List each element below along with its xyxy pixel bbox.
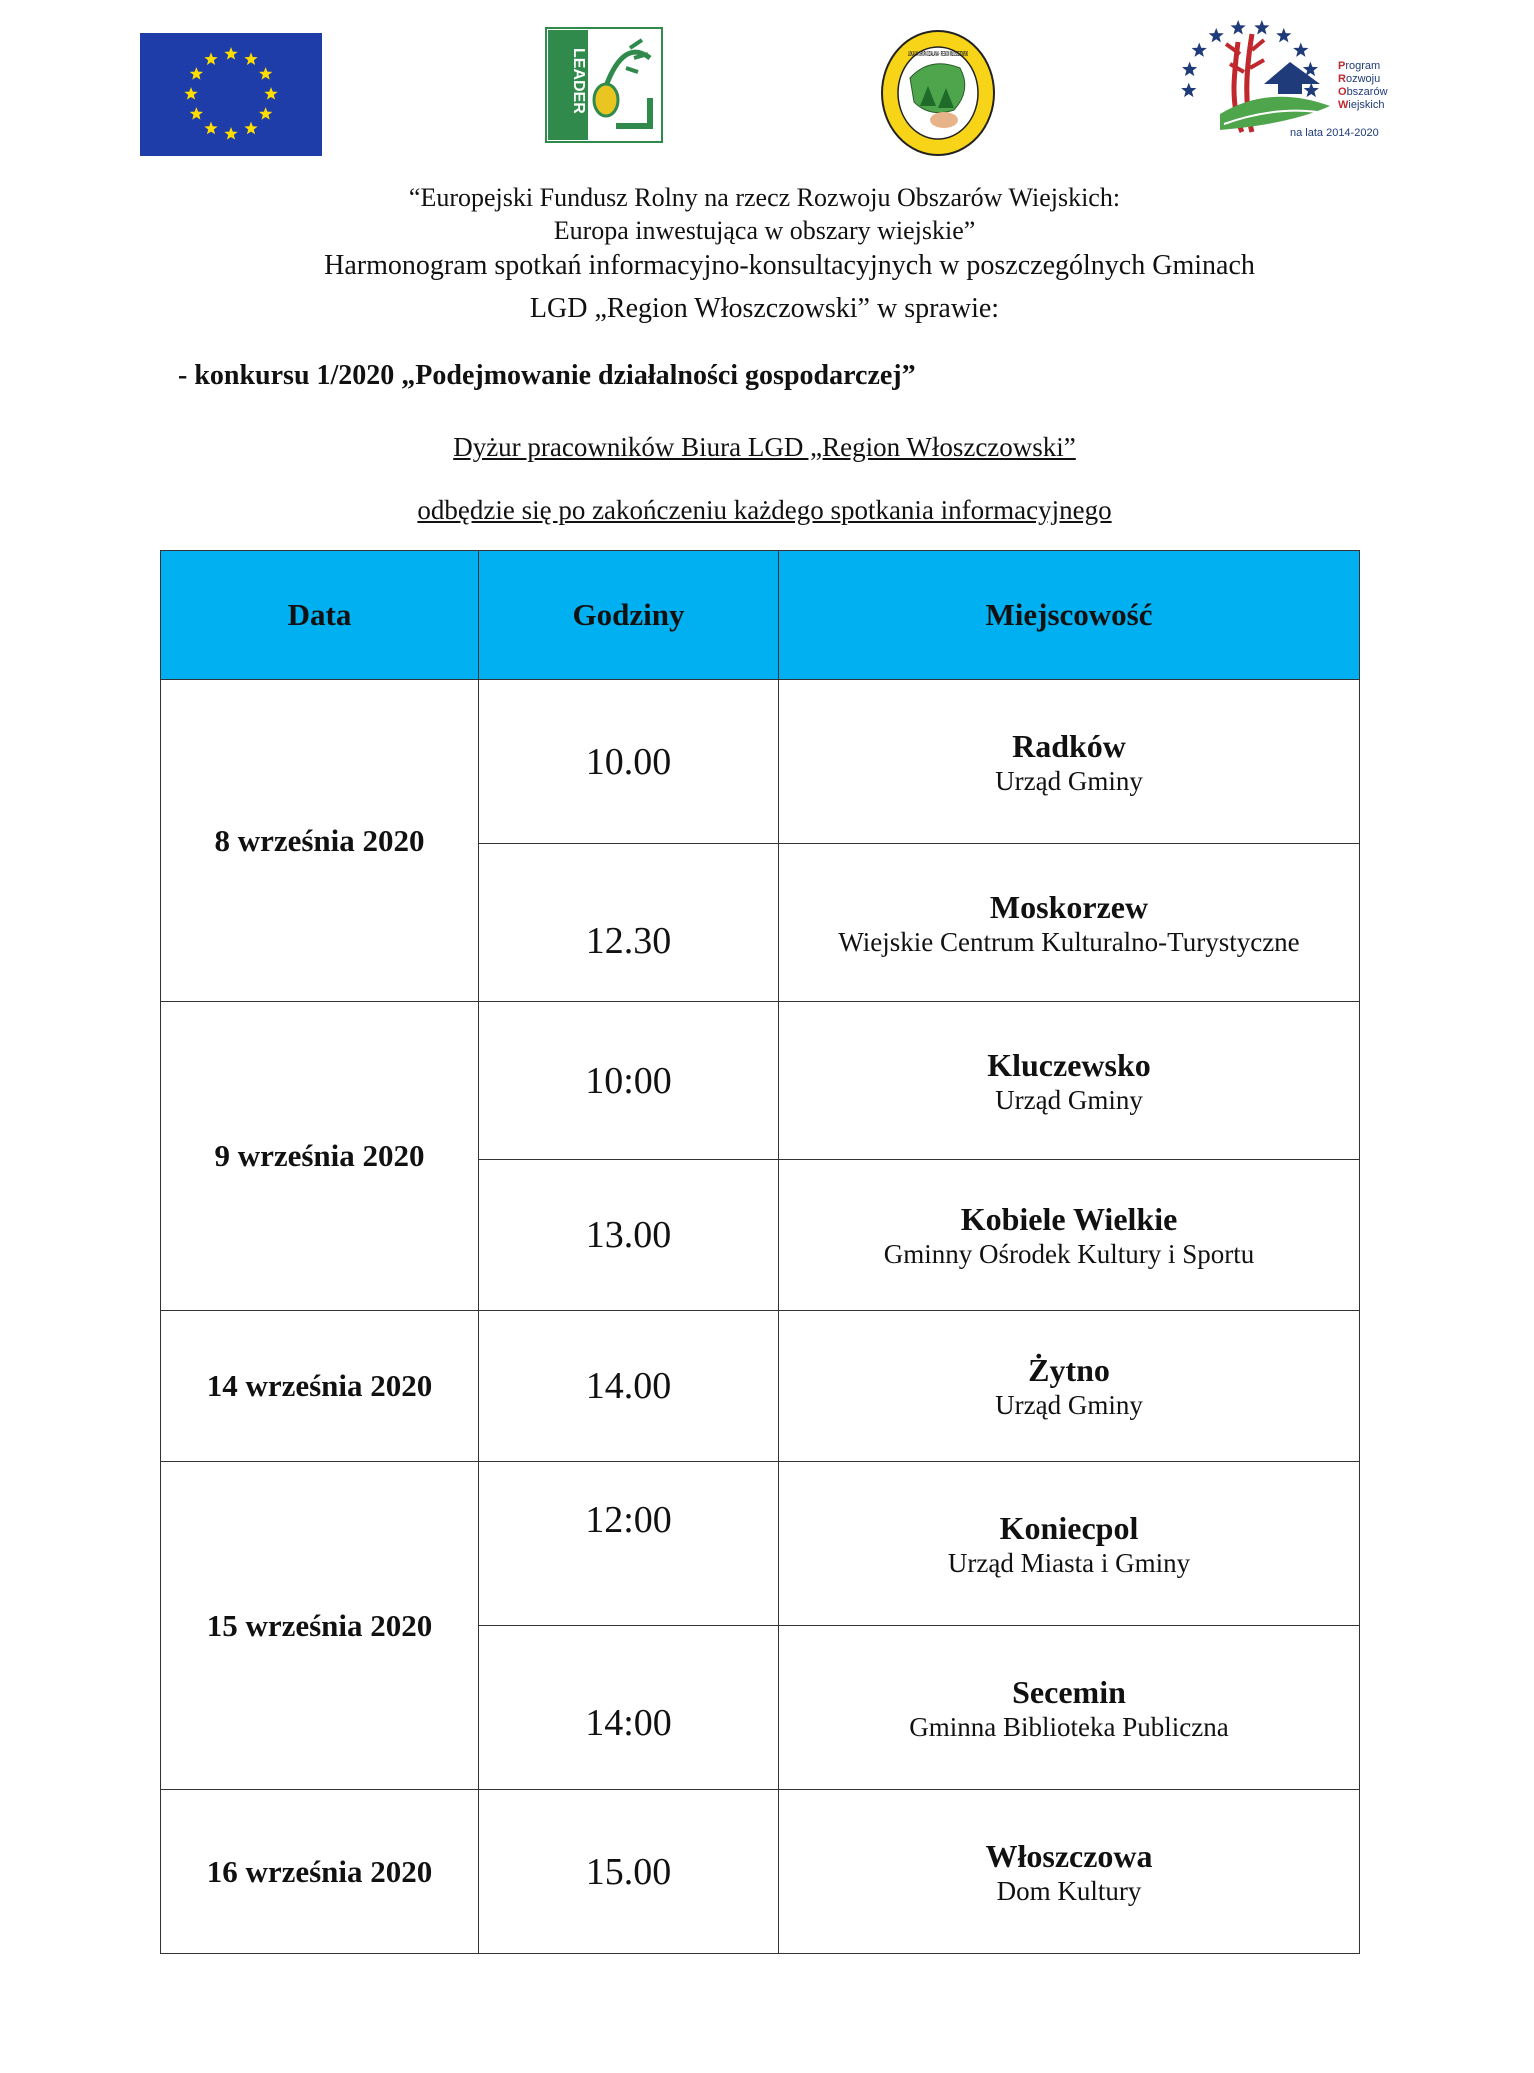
time-cell: 12:00	[479, 1462, 779, 1626]
prow-star-icon	[1276, 28, 1291, 42]
time-cell: 10:00	[479, 1002, 779, 1160]
prow-star-icon	[1192, 42, 1207, 56]
place-name: Żytno	[1028, 1352, 1110, 1388]
place-name: Secemin	[1012, 1673, 1126, 1710]
schedule-table	[160, 550, 1360, 1954]
duty-line-2: odbędzie się po zakończeniu każdego spotkania informacyjnego	[417, 495, 1112, 525]
place-institution: Urząd Miasta i Gminy	[947, 1547, 1191, 1578]
date-cell: 9 września 2020	[161, 1002, 479, 1311]
header-location: Miejscowość	[779, 551, 1360, 680]
date-cell: 16 września 2020	[161, 1790, 479, 1954]
place-name: Kobiele Wielkie	[960, 1201, 1178, 1237]
time-cell: 12.30	[479, 844, 779, 1002]
table-row	[161, 1790, 1360, 1954]
prow-logo-text: Program Rozwoju Obszarów Wiejskich	[1338, 60, 1388, 111]
time-cell: 14:00	[479, 1626, 779, 1790]
leader-logo	[546, 28, 662, 142]
header-date: Data	[161, 551, 479, 680]
place-name: Radków	[1012, 727, 1126, 764]
prow-star-icon	[1182, 62, 1197, 76]
table-row	[161, 1311, 1360, 1462]
header-line-1: “Europejski Fundusz Rolny na rzecz Rozwoju Obszarów Wiejskich:	[408, 183, 1121, 212]
time-cell: 14.00	[479, 1311, 779, 1462]
place-institution: Gminna Biblioteka Publiczna	[909, 1711, 1229, 1742]
place-institution: Gminny Ośrodek Kultury i Sportu	[883, 1239, 1255, 1269]
place-institution: Urząd Gminy	[995, 1084, 1143, 1115]
eu-flag-logo	[140, 33, 322, 156]
prow-star-icon	[1209, 28, 1224, 42]
time-cell: 15.00	[479, 1790, 779, 1954]
time-cell: 13.00	[479, 1160, 779, 1311]
date-cell: 15 września 2020	[161, 1462, 479, 1790]
header-hours: Godziny	[479, 551, 779, 680]
prow-star-icon	[1293, 42, 1308, 56]
place-name: Kluczewsko	[987, 1046, 1151, 1083]
table-row	[161, 1002, 1360, 1160]
prow-star-icon	[1181, 83, 1196, 97]
place-name: Moskorzew	[989, 888, 1149, 925]
location-cell	[779, 1002, 1360, 1160]
prow-years-text: na lata 2014-2020	[1290, 127, 1379, 139]
place-name: Włoszczowa	[985, 1837, 1153, 1874]
location-cell	[779, 680, 1360, 844]
table-header-row	[161, 551, 1360, 680]
prow-star-icon	[1231, 20, 1246, 34]
place-institution: Wiejskie Centrum Kulturalno-Turystyczne	[838, 926, 1300, 957]
leader-text: LEADER	[570, 48, 587, 114]
lgd-ring-text: LOKALNA GRUPA DZIAŁANIA · REGION WŁOSZCZOWSKI	[908, 51, 969, 58]
location-cell	[779, 1626, 1360, 1790]
place-institution: Urząd Gminy	[995, 765, 1143, 796]
location-cell	[779, 1160, 1360, 1311]
place-institution: Urząd Gminy	[995, 1390, 1143, 1420]
location-cell	[779, 844, 1360, 1002]
table-row	[161, 680, 1360, 844]
location-cell	[779, 1462, 1360, 1626]
prow-star-icon	[1304, 83, 1319, 97]
konkurs-title: - konkursu 1/2020 „Podejmowanie działalności gospodarczej”	[178, 360, 916, 391]
location-cell	[779, 1790, 1360, 1954]
location-cell	[779, 1311, 1360, 1462]
place-institution: Dom Kultury	[996, 1875, 1142, 1906]
header-line-4: LGD „Region Włoszczowski” w sprawie:	[529, 293, 1000, 324]
place-name: Koniecpol	[999, 1509, 1139, 1546]
table-row	[161, 1462, 1360, 1626]
header-line-3: Harmonogram spotkań informacyjno-konsultacyjnych w poszczególnych Gminach	[324, 250, 1255, 281]
duty-line-1: Dyżur pracowników Biura LGD „Region Włoszczowski”	[453, 432, 1076, 462]
date-cell: 14 września 2020	[161, 1311, 479, 1462]
time-cell: 10.00	[479, 680, 779, 844]
lgd-region-wloszczowski-logo	[880, 28, 996, 158]
prow-star-icon	[1254, 20, 1269, 34]
date-cell: 8 września 2020	[161, 680, 479, 1002]
header-line-2: Europa inwestująca w obszary wiejskie”	[553, 216, 976, 245]
